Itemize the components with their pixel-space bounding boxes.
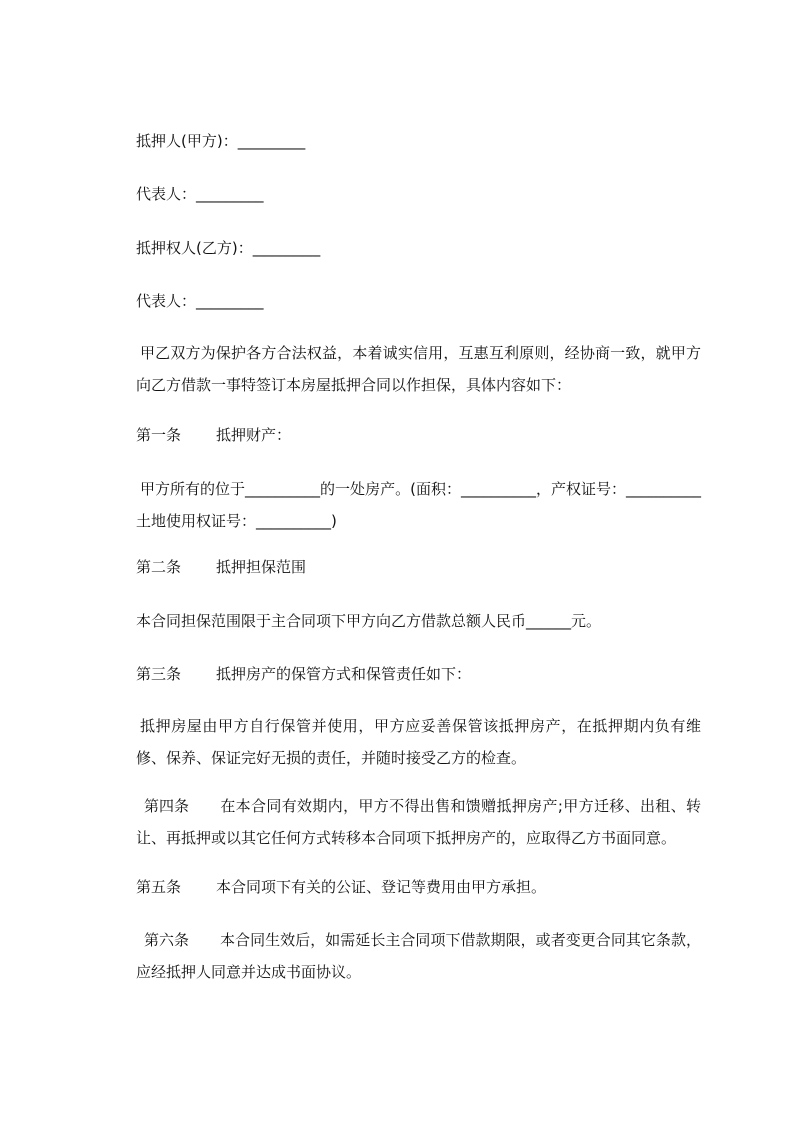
- article-6-text: 本合同生效后，如需延长主合同项下借款期限，或者变更合同其它条款，应经抵押人同意并达成书面协议。: [136, 931, 701, 981]
- article-4-number: 第四条: [144, 797, 190, 815]
- article-2-heading: [136, 557, 306, 577]
- article-5-text: 本合同项下有关的公证、登记等费用由甲方承担。: [216, 878, 547, 896]
- article-6-paragraph: [136, 924, 701, 988]
- article-3-heading: [136, 664, 471, 684]
- article-6-number: 第六条: [144, 931, 190, 949]
- mortgagee-representative-line: 代表人：_________: [136, 292, 264, 310]
- mortgagor-line: 抵押人(甲方)：_________: [136, 132, 306, 150]
- article-2-title: 抵押担保范围: [216, 558, 307, 576]
- article-1-body: 甲方所有的位于__________的一处房产。(面积：__________，产权证号：__________土地使用权证号：__________): [136, 480, 701, 530]
- article-1-number: 第一条: [136, 426, 182, 444]
- article-3-title: 抵押房产的保管方式和保管责任如下：: [216, 665, 472, 683]
- article-2-number: 第二条: [136, 558, 182, 576]
- article-5-heading: [136, 877, 546, 897]
- article-5-number: 第五条: [136, 878, 182, 896]
- article-3-body: 抵押房屋由甲方自行保管并使用，甲方应妥善保管该抵押房产，在抵押期内负有维修、保养、保证完好无损的责任，并随时接受乙方的检查。: [136, 717, 701, 767]
- mortgagee-line: 抵押权人(乙方)：_________: [136, 239, 321, 257]
- article-4-text: 在本合同有效期内，甲方不得出售和馈赠抵押房产;甲方迁移、出租、转让、再抵押或以其它任何方式转移本合同项下抵押房产的，应取得乙方书面同意。: [136, 797, 701, 847]
- article-3-number: 第三条: [136, 665, 182, 683]
- article-1-heading: [136, 425, 291, 445]
- intro-paragraph: 甲乙双方为保护各方合法权益，本着诚实信用，互惠互利原则，经协商一致，就甲方向乙方借款一事特签订本房屋抵押合同以作担保，具体内容如下：: [136, 344, 701, 394]
- mortgagor-representative-line: 代表人：_________: [136, 185, 264, 203]
- article-2-body: 本合同担保范围限于主合同项下甲方向乙方借款总额人民币______元。: [136, 612, 602, 630]
- article-4-paragraph: [136, 790, 701, 854]
- article-1-title: 抵押财产：: [216, 426, 292, 444]
